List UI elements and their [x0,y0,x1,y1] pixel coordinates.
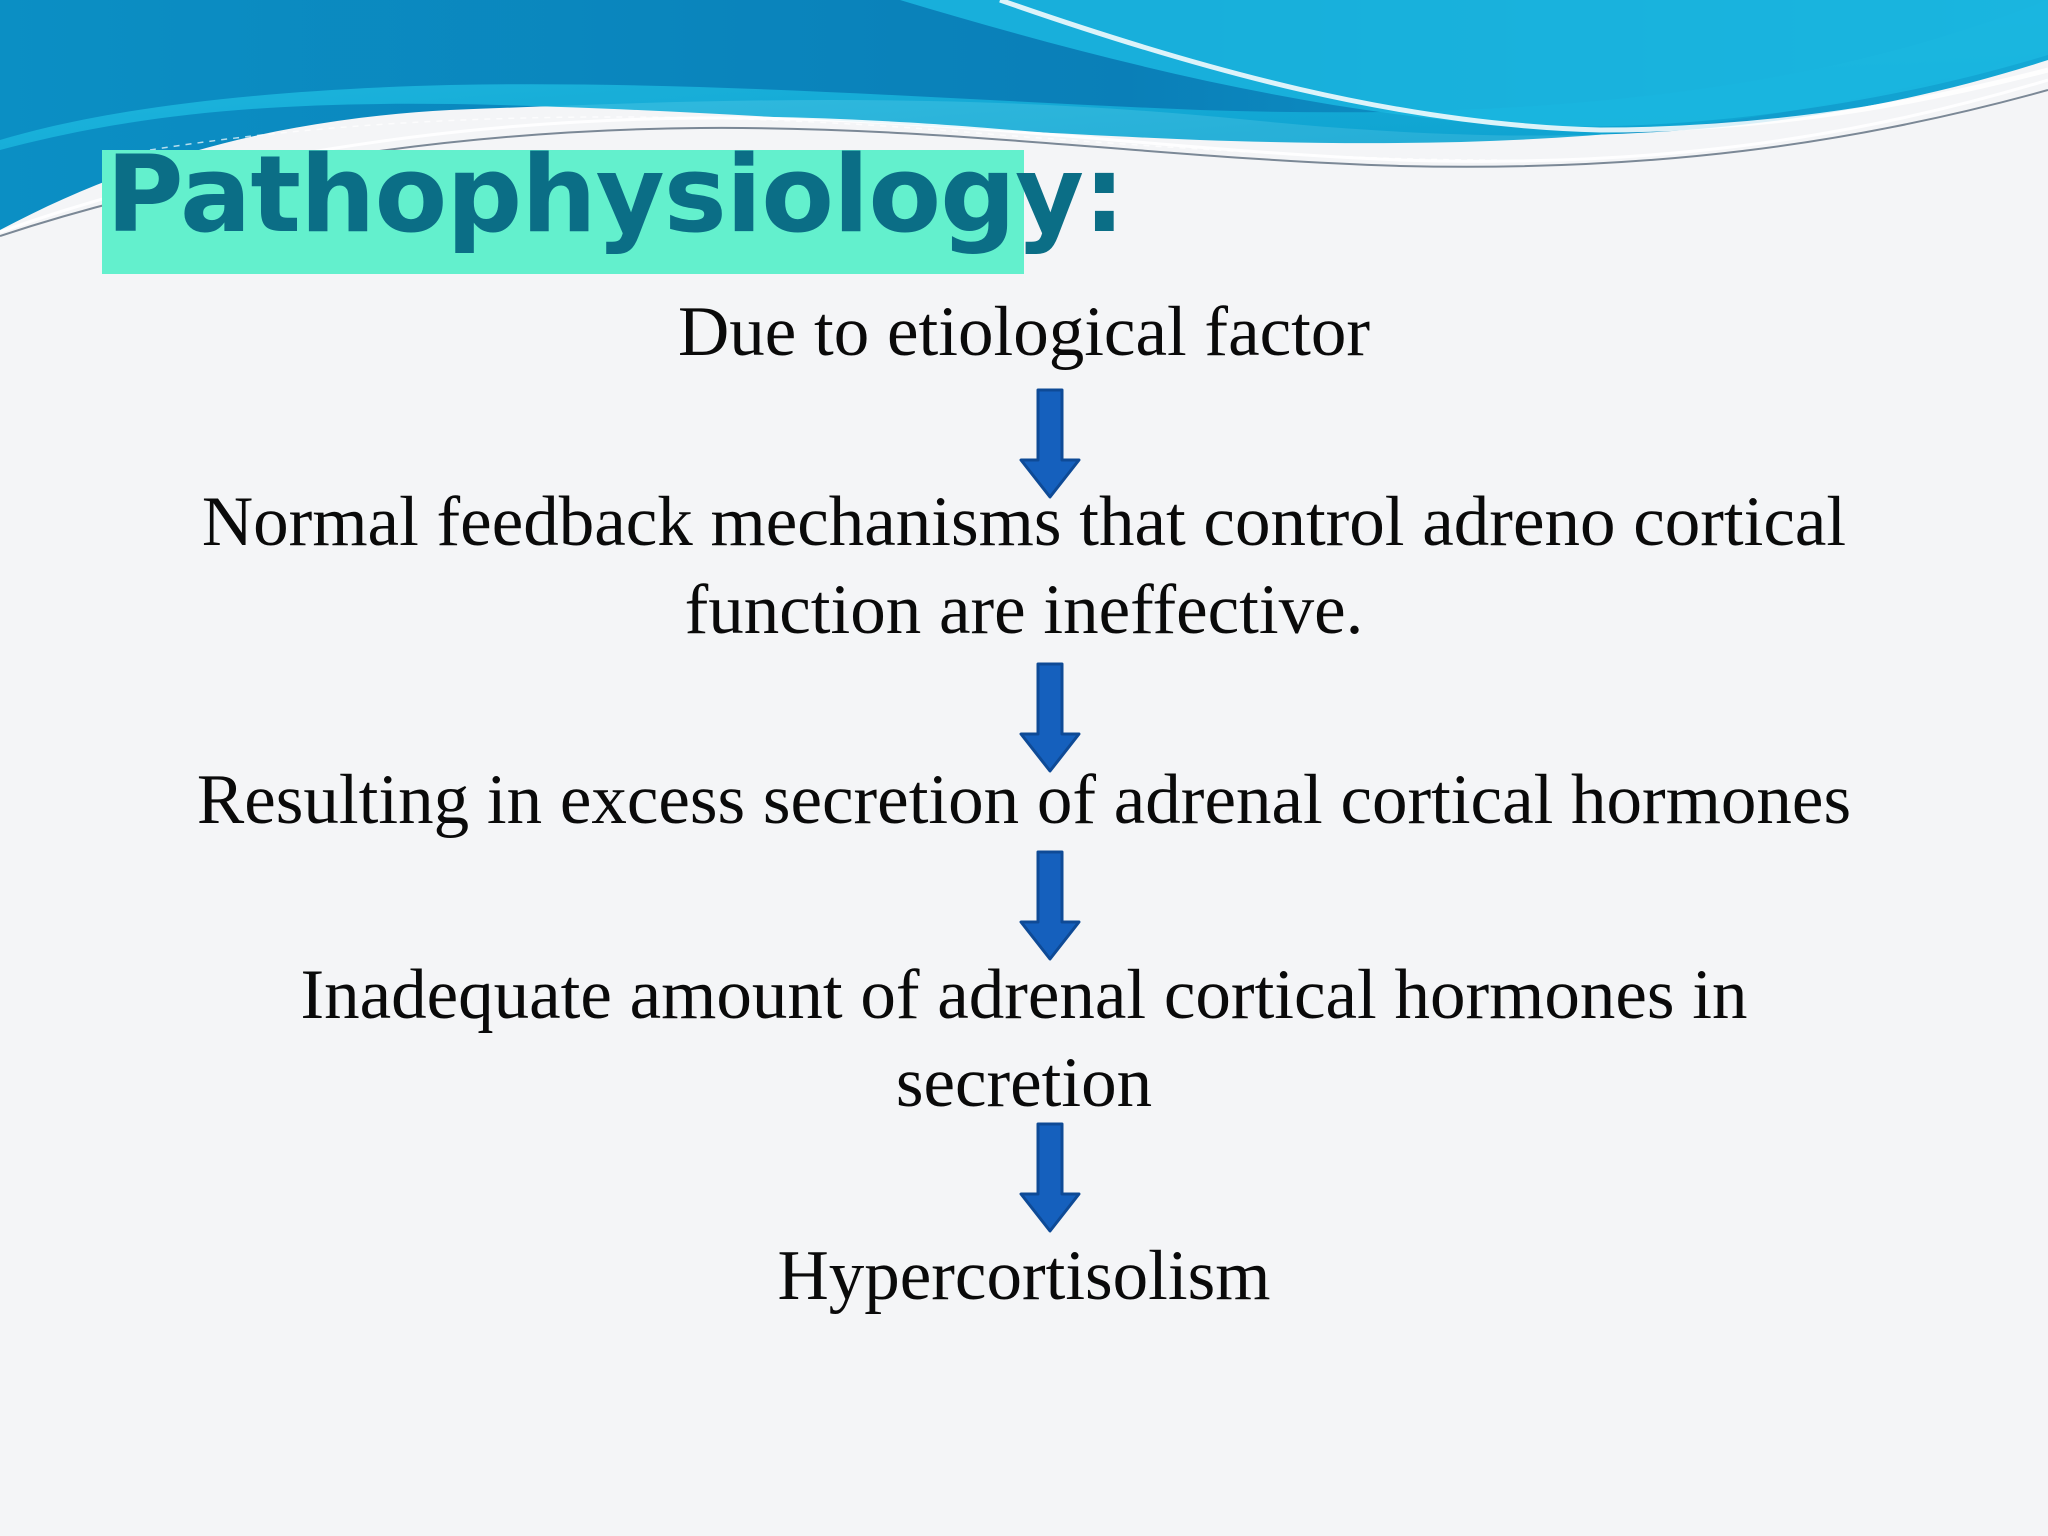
flow-step-4-line-2: secretion [895,1044,1153,1122]
flow-step-2 [0,478,2048,654]
flow-step-3-line-1: Resulting in excess secretion of adrenal cortical hormones [196,761,1852,839]
flow-step-3 [0,756,2048,844]
flow-step-2-line-1: Normal feedback mechanisms that control adreno cortical [201,483,1847,561]
flow-step-4-line-1: Inadequate amount of adrenal cortical hormones in [300,956,1748,1034]
page-title: Pathophysiology: [106,133,1125,256]
flow-step-1-line-1: Due to etiological factor [678,293,1370,371]
flow-step-2-line-2: function are ineffective. [684,571,1364,649]
flow-step-4 [0,951,2048,1127]
down-arrow-icon [1018,850,1082,962]
flow-step-5 [0,1232,2048,1320]
down-arrow-icon [1018,1122,1082,1234]
flow-step-5-line-1: Hypercortisolism [777,1237,1271,1315]
flow-step-1 [0,288,2048,376]
